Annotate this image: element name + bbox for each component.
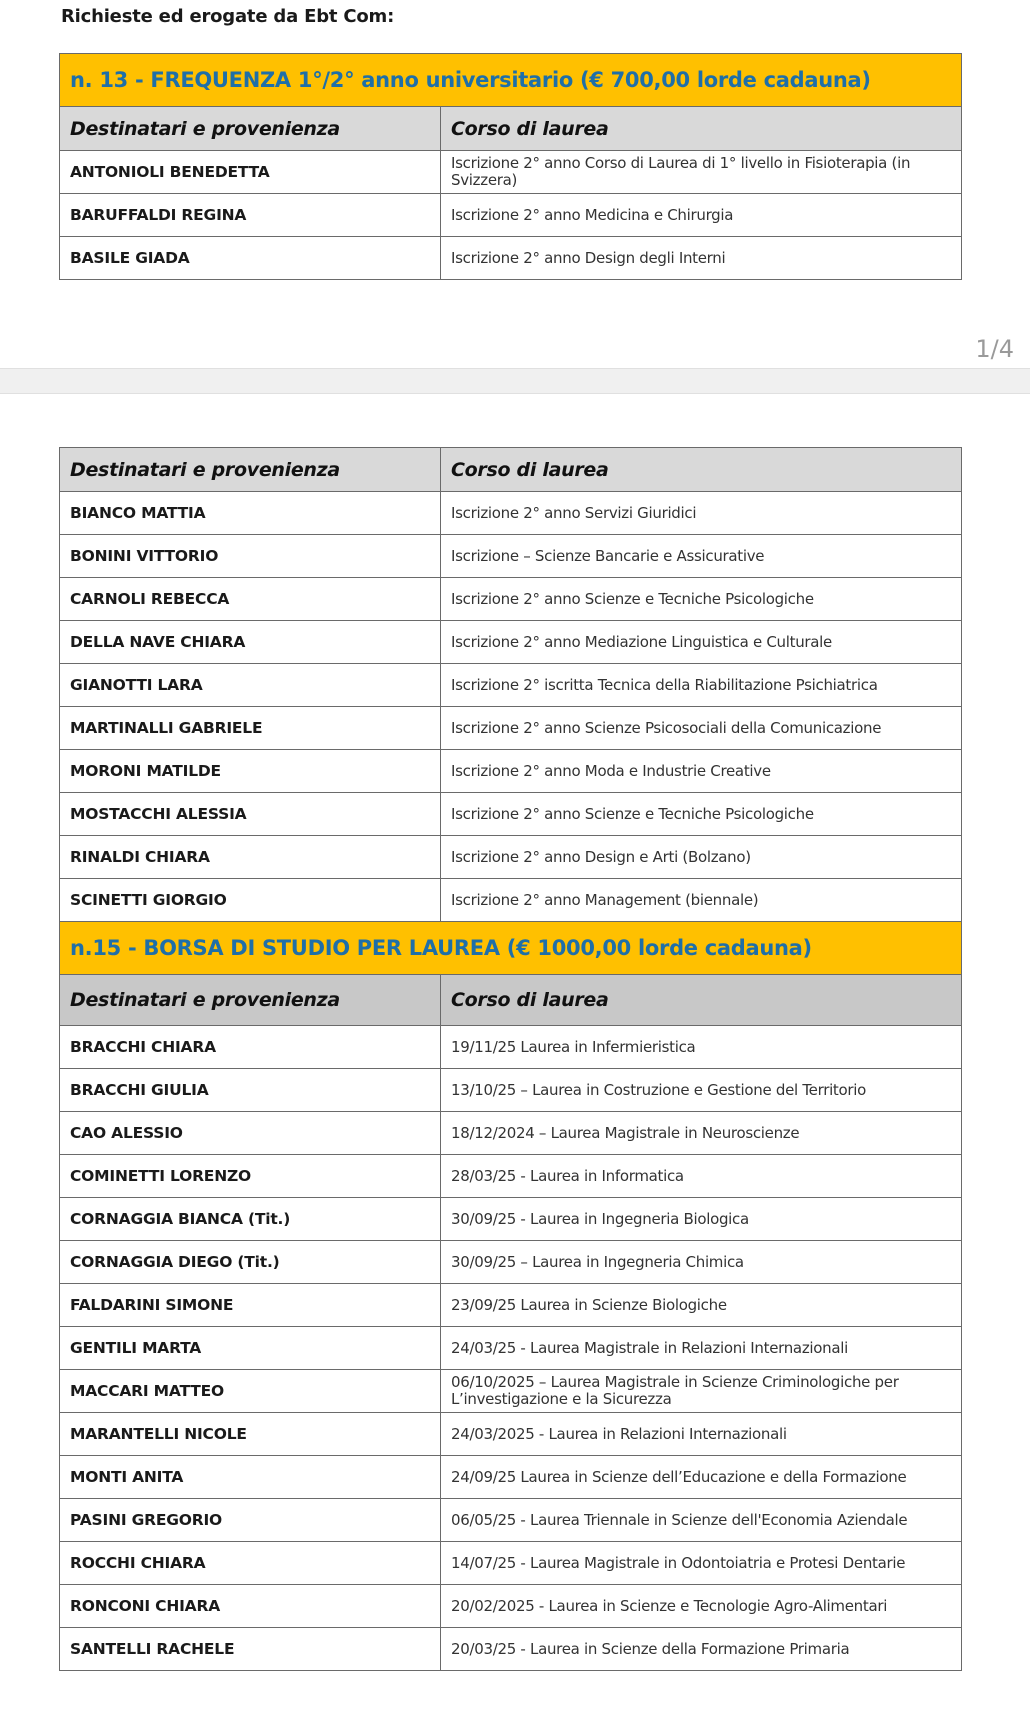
page-title: Richieste ed erogate da Ebt Com:: [61, 6, 395, 27]
table-row: [60, 879, 962, 922]
recipient-name: GIANOTTI LARA: [60, 664, 441, 707]
recipient-name: RINALDI CHIARA: [60, 836, 441, 879]
recipient-name: FALDARINI SIMONE: [60, 1284, 441, 1327]
column-header-recipient: Destinatari e provenienza: [60, 975, 441, 1026]
course-description: 23/09/25 Laurea in Scienze Biologiche: [441, 1284, 962, 1327]
recipient-name: MARTINALLI GABRIELE: [60, 707, 441, 750]
course-description: 24/03/2025 - Laurea in Relazioni Internazionali: [441, 1413, 962, 1456]
recipient-name: CORNAGGIA BIANCA (Tit.): [60, 1198, 441, 1241]
course-description: Iscrizione 2° anno Design e Arti (Bolzano): [441, 836, 962, 879]
table-row: [60, 1327, 962, 1370]
column-header-course: Corso di laurea: [441, 975, 962, 1026]
recipient-name: DELLA NAVE CHIARA: [60, 621, 441, 664]
column-header-row: [60, 975, 962, 1026]
column-header-recipient: Destinatari e provenienza: [60, 448, 441, 492]
table-row: [60, 578, 962, 621]
course-description: 30/09/25 – Laurea in Ingegneria Chimica: [441, 1241, 962, 1284]
course-description: 06/05/25 - Laurea Triennale in Scienze dell'Economia Aziendale: [441, 1499, 962, 1542]
course-description: 06/10/2025 – Laurea Magistrale in Scienze Criminologiche per L’investigazione e la Sicurezza: [441, 1370, 962, 1413]
recipient-name: RONCONI CHIARA: [60, 1585, 441, 1628]
column-header-row: [60, 448, 962, 492]
table-frequenza-page1: [59, 53, 962, 280]
course-description: Iscrizione 2° anno Medicina e Chirurgia: [441, 194, 962, 237]
table-row: [60, 836, 962, 879]
recipient-name: BARUFFALDI REGINA: [60, 194, 441, 237]
recipient-name: BASILE GIADA: [60, 237, 441, 280]
course-description: Iscrizione 2° anno Management (biennale): [441, 879, 962, 922]
page-separator: [0, 368, 1030, 394]
recipient-name: MACCARI MATTEO: [60, 1370, 441, 1413]
course-description: 13/10/25 – Laurea in Costruzione e Gestione del Territorio: [441, 1069, 962, 1112]
recipient-name: CAO ALESSIO: [60, 1112, 441, 1155]
table-row: [60, 492, 962, 535]
recipient-name: CORNAGGIA DIEGO (Tit.): [60, 1241, 441, 1284]
course-description: 18/12/2024 – Laurea Magistrale in Neuroscienze: [441, 1112, 962, 1155]
recipient-name: SANTELLI RACHELE: [60, 1628, 441, 1671]
table-row: [60, 1026, 962, 1069]
course-description: 30/09/25 - Laurea in Ingegneria Biologica: [441, 1198, 962, 1241]
table-row: [60, 750, 962, 793]
recipient-name: BIANCO MATTIA: [60, 492, 441, 535]
course-description: 20/03/25 - Laurea in Scienze della Formazione Primaria: [441, 1628, 962, 1671]
table-row: [60, 1628, 962, 1671]
course-description: Iscrizione 2° anno Mediazione Linguistica e Culturale: [441, 621, 962, 664]
page-indicator: 1/4: [975, 335, 1014, 363]
course-description: Iscrizione 2° anno Moda e Industrie Creative: [441, 750, 962, 793]
section-title-row: [60, 922, 962, 975]
table-row: [60, 1155, 962, 1198]
table-row: [60, 664, 962, 707]
table-row: [60, 793, 962, 836]
course-description: 24/03/25 - Laurea Magistrale in Relazioni Internazionali: [441, 1327, 962, 1370]
column-header-recipient: Destinatari e provenienza: [60, 107, 441, 151]
table-row: [60, 1069, 962, 1112]
course-description: Iscrizione – Scienze Bancarie e Assicurative: [441, 535, 962, 578]
column-header-course: Corso di laurea: [441, 448, 962, 492]
table-row: [60, 1112, 962, 1155]
course-description: 28/03/25 - Laurea in Informatica: [441, 1155, 962, 1198]
recipient-name: MOSTACCHI ALESSIA: [60, 793, 441, 836]
table-row: [60, 707, 962, 750]
recipient-name: SCINETTI GIORGIO: [60, 879, 441, 922]
recipient-name: GENTILI MARTA: [60, 1327, 441, 1370]
table-row: [60, 1241, 962, 1284]
recipient-name: BRACCHI GIULIA: [60, 1069, 441, 1112]
section-title-row: [60, 54, 962, 107]
recipient-name: COMINETTI LORENZO: [60, 1155, 441, 1198]
course-description: 20/02/2025 - Laurea in Scienze e Tecnologie Agro-Alimentari: [441, 1585, 962, 1628]
course-description: Iscrizione 2° anno Scienze e Tecniche Psicologiche: [441, 793, 962, 836]
recipient-name: CARNOLI REBECCA: [60, 578, 441, 621]
table-row: [60, 1542, 962, 1585]
course-description: Iscrizione 2° anno Scienze e Tecniche Psicologiche: [441, 578, 962, 621]
course-description: 14/07/25 - Laurea Magistrale in Odontoiatria e Protesi Dentarie: [441, 1542, 962, 1585]
recipient-name: ROCCHI CHIARA: [60, 1542, 441, 1585]
column-header-row: [60, 107, 962, 151]
recipient-name: MONTI ANITA: [60, 1456, 441, 1499]
recipient-name: MARANTELLI NICOLE: [60, 1413, 441, 1456]
table-row: [60, 1499, 962, 1542]
course-description: Iscrizione 2° iscritta Tecnica della Riabilitazione Psichiatrica: [441, 664, 962, 707]
course-description: Iscrizione 2° anno Design degli Interni: [441, 237, 962, 280]
table-row: [60, 151, 962, 194]
table-row: [60, 621, 962, 664]
table-row: [60, 535, 962, 578]
course-description: 24/09/25 Laurea in Scienze dell’Educazione e della Formazione: [441, 1456, 962, 1499]
course-description: 19/11/25 Laurea in Infermieristica: [441, 1026, 962, 1069]
table-row: [60, 1585, 962, 1628]
recipient-name: PASINI GREGORIO: [60, 1499, 441, 1542]
table-page2: [59, 447, 962, 1671]
table-row: [60, 1198, 962, 1241]
table-row: [60, 1413, 962, 1456]
table-row: [60, 194, 962, 237]
course-description: Iscrizione 2° anno Corso di Laurea di 1° livello in Fisioterapia (in Svizzera): [441, 151, 962, 194]
table-row: [60, 1284, 962, 1327]
column-header-course: Corso di laurea: [441, 107, 962, 151]
recipient-name: ANTONIOLI BENEDETTA: [60, 151, 441, 194]
section-title: n. 13 - FREQUENZA 1°/2° anno universitario (€ 700,00 lorde cadauna): [60, 54, 962, 107]
section-title: n.15 - BORSA DI STUDIO PER LAUREA (€ 1000,00 lorde cadauna): [60, 922, 962, 975]
table-row: [60, 1370, 962, 1413]
table-row: [60, 1456, 962, 1499]
recipient-name: BONINI VITTORIO: [60, 535, 441, 578]
table-row: [60, 237, 962, 280]
course-description: Iscrizione 2° anno Scienze Psicosociali della Comunicazione: [441, 707, 962, 750]
recipient-name: BRACCHI CHIARA: [60, 1026, 441, 1069]
course-description: Iscrizione 2° anno Servizi Giuridici: [441, 492, 962, 535]
recipient-name: MORONI MATILDE: [60, 750, 441, 793]
